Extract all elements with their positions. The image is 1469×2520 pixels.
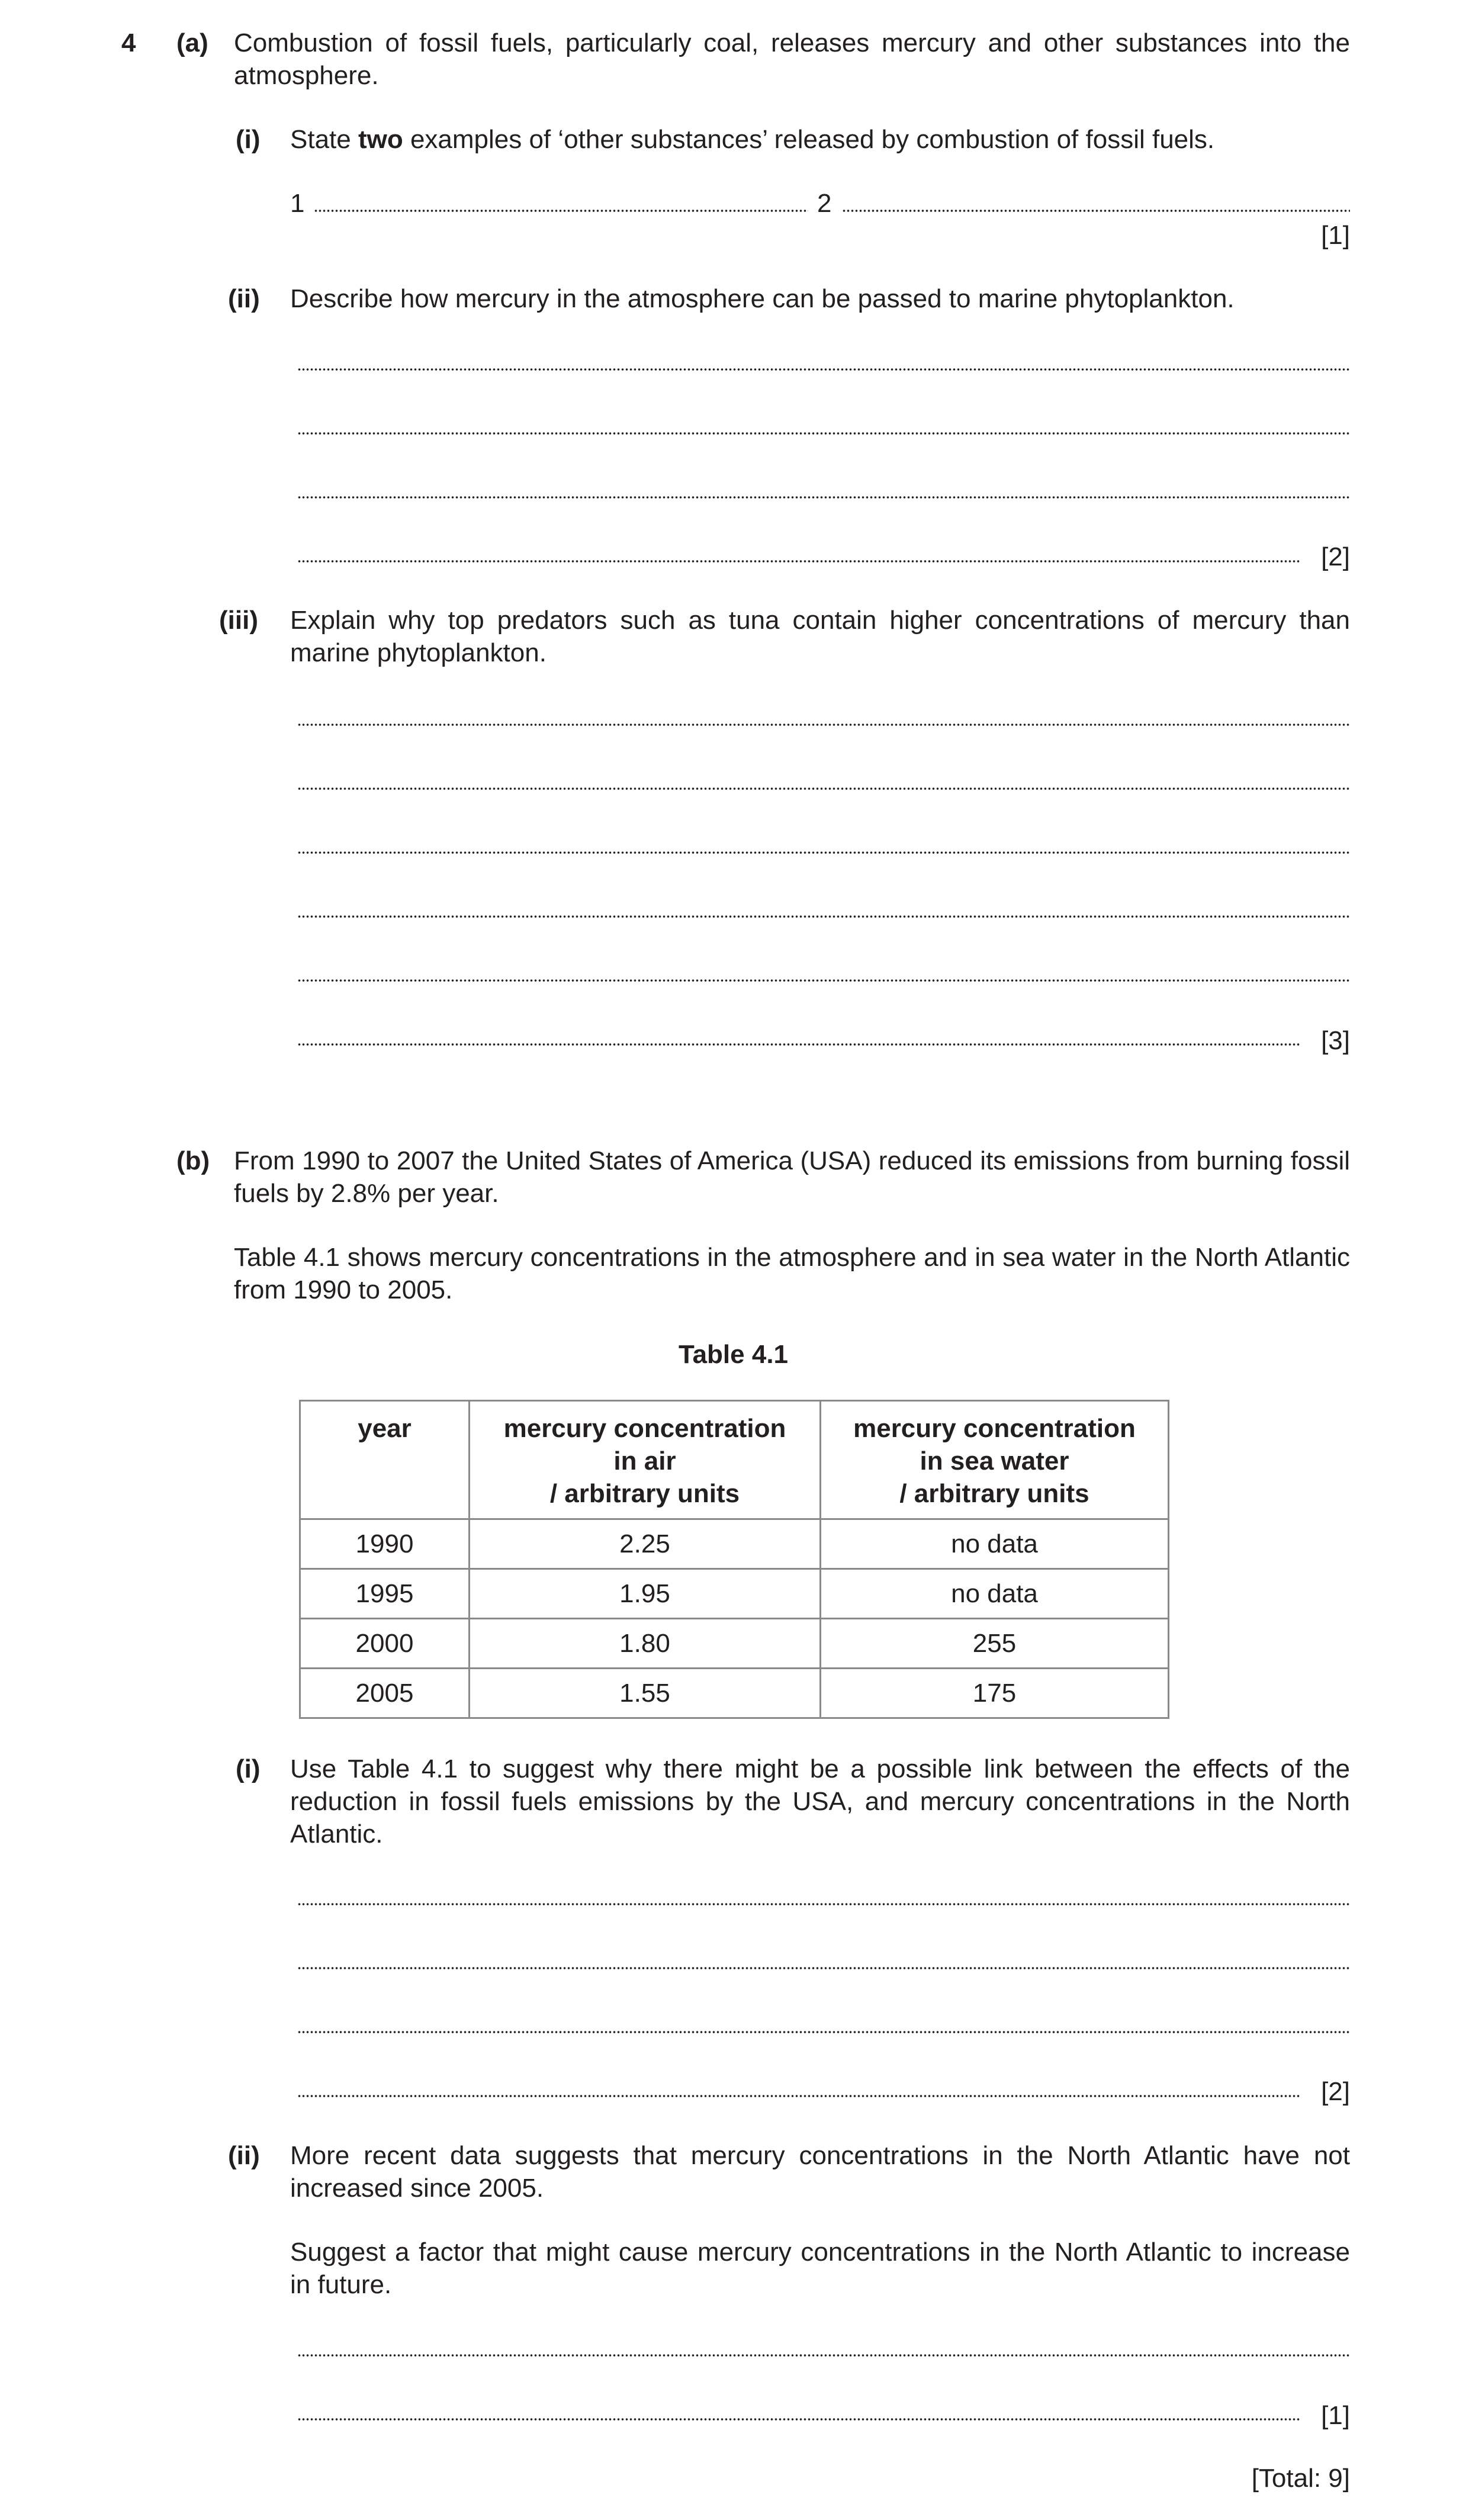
cell-air: 1.55 xyxy=(470,1669,821,1718)
table-caption: Table 4.1 xyxy=(678,1340,789,1369)
answer-2-label: 2 xyxy=(817,189,832,218)
part-a-i-label: (i) xyxy=(236,125,261,154)
part-b-stem-1: From 1990 to 2007 the United States of America (USA) reduced its emissions from burning fossil fuels by 2.8% per year. xyxy=(234,1146,1350,1208)
part-b-ii-label: (ii) xyxy=(228,2141,260,2170)
answer-line[interactable] xyxy=(297,2418,1300,2421)
table-row xyxy=(300,1569,1169,1619)
answer-line[interactable] xyxy=(297,2354,1350,2357)
answer-line[interactable] xyxy=(297,1043,1300,1046)
part-b-ii-question: Suggest a factor that might cause mercury concentrations in the North Atlantic to increase in future. xyxy=(290,2238,1350,2299)
answer-line[interactable] xyxy=(297,2031,1350,2033)
answer-line[interactable] xyxy=(297,368,1350,371)
part-a-iii-label: (iii) xyxy=(219,606,258,635)
answer-1-label: 1 xyxy=(290,189,305,218)
cell-air: 1.95 xyxy=(470,1569,821,1619)
answer-line[interactable] xyxy=(297,915,1350,918)
marks-b-ii: [1] xyxy=(1321,2401,1350,2430)
answer-line[interactable] xyxy=(297,851,1350,854)
part-b-stem-2: Table 4.1 shows mercury concentrations in the atmosphere and in sea water in the North Atlantic from 1990 to 2005. xyxy=(234,1243,1350,1304)
mercury-table xyxy=(299,1400,1169,1719)
cell-year: 2005 xyxy=(300,1669,470,1718)
answer-line[interactable] xyxy=(297,432,1350,435)
part-a-ii-label: (ii) xyxy=(228,284,260,313)
cell-sea-water: no data xyxy=(821,1519,1169,1569)
marks-b-i: [2] xyxy=(1321,2077,1350,2106)
part-a-i-question: State two examples of ‘other substances’ released by combustion of fossil fuels. xyxy=(290,125,1215,154)
answer-line[interactable] xyxy=(297,724,1350,726)
part-b-label: (b) xyxy=(176,1146,210,1175)
answer-line[interactable] xyxy=(297,787,1350,790)
header-sea-water: mercury concentration in sea water / arbitrary units xyxy=(821,1401,1169,1519)
part-a-iii-question: Explain why top predators such as tuna contain higher concentrations of mercury than marine phytoplankton. xyxy=(290,606,1350,667)
answer-line-1[interactable] xyxy=(314,210,808,212)
table-row xyxy=(300,1619,1169,1669)
cell-year: 1995 xyxy=(300,1569,470,1619)
part-a-stem: Combustion of fossil fuels, particularly coal, releases mercury and other substances into the atmosphere. xyxy=(234,28,1350,90)
answer-line-2[interactable] xyxy=(842,210,1350,212)
answer-line[interactable] xyxy=(297,1967,1350,1969)
answer-line[interactable] xyxy=(297,1903,1350,1905)
header-air: mercury concentration in air / arbitrary units xyxy=(470,1401,821,1519)
cell-year: 1990 xyxy=(300,1519,470,1569)
cell-sea-water: 175 xyxy=(821,1669,1169,1718)
answer-line[interactable] xyxy=(297,979,1350,982)
marks-a-i: [1] xyxy=(1321,221,1350,250)
header-year: year xyxy=(300,1401,470,1519)
table-row xyxy=(300,1519,1169,1569)
cell-year: 2000 xyxy=(300,1619,470,1669)
cell-air: 1.80 xyxy=(470,1619,821,1669)
cell-air: 2.25 xyxy=(470,1519,821,1569)
part-a-ii-question: Describe how mercury in the atmosphere can be passed to marine phytoplankton. xyxy=(290,284,1235,313)
total-marks: [Total: 9] xyxy=(1251,2464,1350,2493)
marks-a-ii: [2] xyxy=(1321,542,1350,571)
part-b-ii-context: More recent data suggests that mercury concentrations in the North Atlantic have not increased since 2005. xyxy=(290,2141,1350,2203)
answer-line[interactable] xyxy=(297,2095,1300,2097)
marks-a-iii: [3] xyxy=(1321,1026,1350,1055)
part-b-i-question: Use Table 4.1 to suggest why there might be a possible link between the effects of the reduction in fossil fuels emissions by the USA, and mercury concentrations in the North Atlantic. xyxy=(290,1754,1350,1849)
table-header-row xyxy=(300,1401,1169,1519)
question-number: 4 xyxy=(121,28,136,57)
table-row xyxy=(300,1669,1169,1718)
part-b-i-label: (i) xyxy=(236,1754,261,1783)
answer-line[interactable] xyxy=(297,496,1350,499)
answer-line[interactable] xyxy=(297,560,1300,562)
cell-sea-water: no data xyxy=(821,1569,1169,1619)
cell-sea-water: 255 xyxy=(821,1619,1169,1669)
part-a-label: (a) xyxy=(176,28,208,57)
